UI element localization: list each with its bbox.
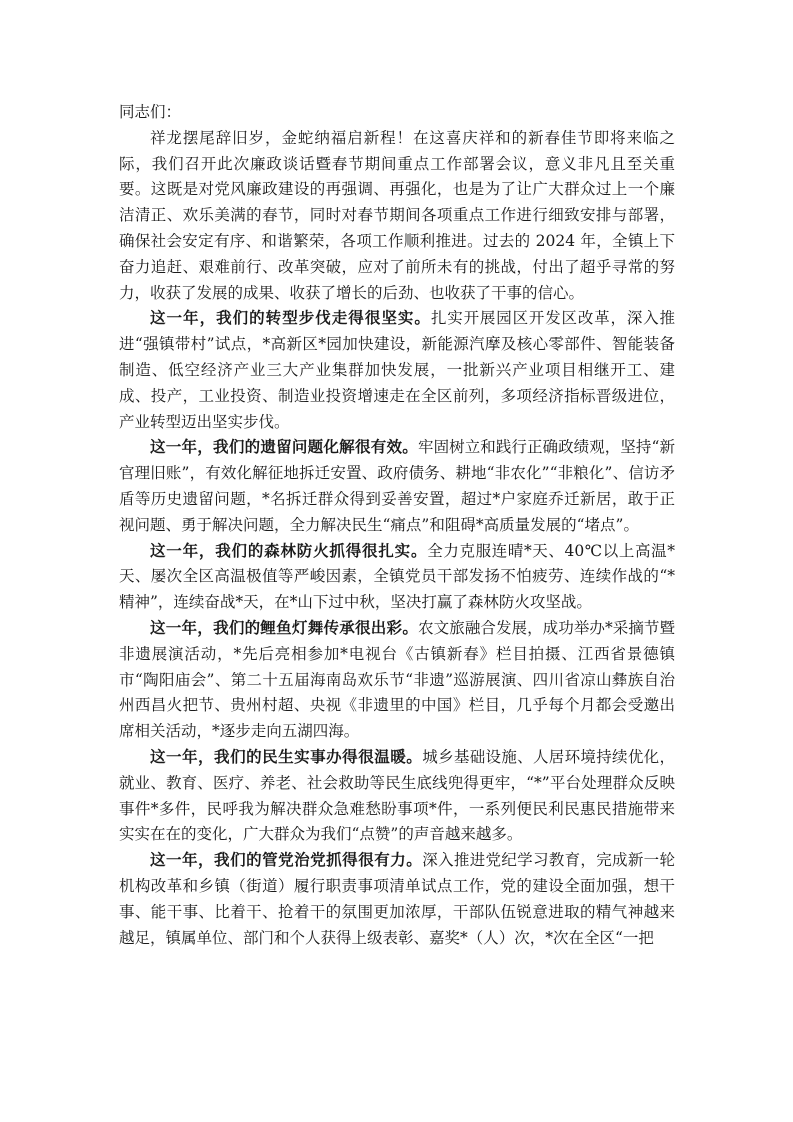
section-body: 全力克服连晴*天、40℃以上高温*天、屡次全区高温极值等严峻因素，全镇党员干部发扬不怕疲劳、连续作战的“*精神”，连续奋战*天，在*山下过中秋，坚决打赢了森林防火攻坚战。	[119, 541, 675, 612]
section-body: 牢固树立和践行正确政绩观，坚持“新官理旧账”，有效化解征地拆迁安置、政府债务、耕地“非农化”“非粮化”、信访矛盾等历史遗留问题，*名拆迁群众得到妥善安置，超过*户家庭乔迁新居，敢于正视问题、勇于解决问题，全力解决民生“痛点”和阻碍*高质量发展的“堵点”。	[119, 438, 675, 534]
section-paragraph	[119, 616, 675, 745]
section-body: 农文旅融合发展，成功举办*采摘节暨非遗展演活动，*先后亮相参加*电视台《古镇新春》栏目拍摄、江西省景德镇市“陶阳庙会”、第二十五届海南岛欢乐节“非遗”巡游展演、四川省凉山彝族自治州西昌火把节、贵州村超、央视《非遗里的中国》栏目，几乎每个月都会受邀出席相关活动，*逐步走向五湖四海。	[119, 618, 675, 741]
document-body	[119, 100, 675, 951]
section-heading: 这一年，我们的遗留问题化解很有效。	[150, 438, 419, 457]
intro-paragraph: 祥龙摆尾辞旧岁，金蛇纳福启新程！在这喜庆祥和的新春佳节即将来临之际，我们召开此次廉政谈话暨春节期间重点工作部署会议，意义非凡且至关重要。这既是对党风廉政建设的再强调、再强化，也是为了让广大群众过上一个廉洁清正、欢乐美满的春节，同时对春节期间各项重点工作进行细致安排与部署，确保社会安定有序、和谐繁荣，各项工作顺利推进。过去的 2024 年，全镇上下奋力追赶、艰难前行、改革突破，应对了前所未有的挑战，付出了超乎寻常的努力，收获了发展的成果、收获了增长的后劲、也收获了干事的信心。	[119, 128, 675, 302]
section-heading: 这一年，我们的森林防火抓得很扎实。	[150, 541, 428, 560]
section-paragraph	[119, 435, 675, 538]
salutation: 同志们：	[119, 103, 182, 121]
section-heading: 这一年，我们的鲤鱼灯舞传承很出彩。	[150, 618, 419, 637]
section-body: 深入推进党纪学习教育，完成新一轮机构改革和乡镇（街道）履行职责事项清单试点工作，党的建设全面加强，想干事、能干事、比着干、抢着干的氛围更加浓厚，干部队伍锐意进取的精气神越来越足，镇属单位、部门和个人获得上级表彰、嘉奖*（人）次，*次在全区“一把	[119, 851, 675, 947]
section-body: 城乡基础设施、人居环境持续优化，就业、教育、医疗、养老、社会救助等民生底线兜得更牢，“*”平台处理群众反映事件*多件，民呼我为解决群众急难愁盼事项*件，一系列便民利民惠民措施带来实实在在的变化，广大群众为我们“点赞”的声音越来越多。	[119, 747, 675, 844]
section-paragraph	[119, 848, 675, 951]
section-heading: 这一年，我们的转型步伐走得很坚实。	[150, 309, 431, 328]
section-paragraph	[119, 539, 675, 616]
section-paragraph	[119, 745, 675, 848]
section-body: 扎实开展园区开发区改革，深入推进“强镇带村”试点，*高新区*园加快建设，新能源汽摩及核心零部件、智能装备制造、低空经济产业三大产业集群加快发展，一批新兴产业项目相继开工、建成、投产，工业投资、制造业投资增速走在全区前列，多项经济指标晋级进位，产业转型迈出坚实步伐。	[119, 309, 675, 431]
section-paragraph	[119, 306, 675, 435]
section-heading: 这一年，我们的管党治党抓得很有力。	[150, 851, 423, 870]
section-heading: 这一年，我们的民生实事办得很温暖。	[150, 747, 423, 766]
